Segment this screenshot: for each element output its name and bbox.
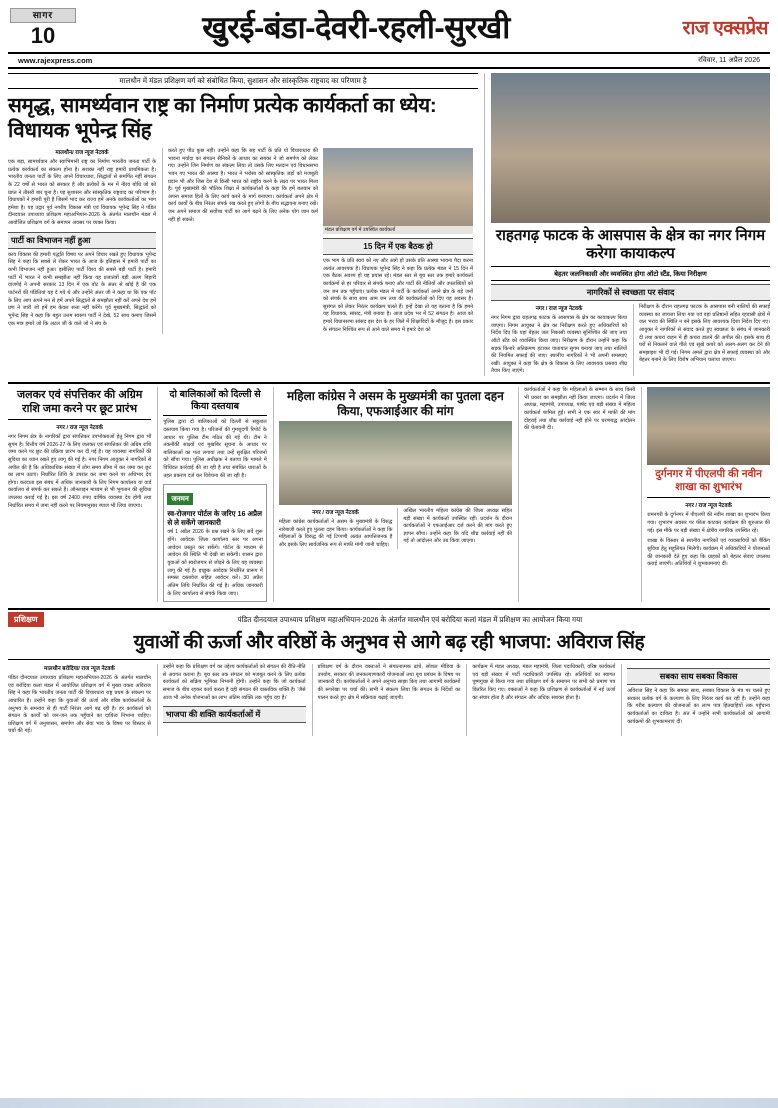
bottom-col2-text: उन्होंने कहा कि प्रशिक्षण वर्ग का उद्देश्य कार्यकर्ताओं को संगठन की रीति-नीति से अवगत कराना है। बूथ स्तर तक संगठन को मजबूत करने के लिए प्रत्येक कार्यकर्ता को सक्रिय भूमिका निभानी होगी। उन्होंने कहा कि जो कार्यकर्ता समाज के बीच रहकर कार्य करता है वही संगठन की वास्तविक शक्ति है। 'जैसे आज भी अनेक योजनाओं का लाभ अंतिम व्यक्ति तक पहुँच रहा है।' <box>162 663 306 701</box>
durgnagar-col2: शाखा के विस्तार से स्थानीय नागरिकों एवं व्यवसायियों को बैंकिंग सुविधा हेतु सहूलियत मिलेगी। कार्यक्रम में अधिकारियों ने योजनाओं की जानकारी देते हुए कहा कि ग्राहकों को बेहतर सेवाएं उपलब्ध कराई जाएंगी। अतिथियों ने शुभकामनाएं दीं। <box>647 538 771 568</box>
bottom-col5-text: अविराज सिंह ने कहा कि सबका साथ, सबका विकास के मंत्र पर चलते हुए सरकार प्रत्येक वर्ग के कल्याण के लिए निरंतर कार्य कर रही है। उन्होंने कहा कि गरीब कल्याण की योजनाओं का लाभ पात्र हितग्राहियों तक पहुँचाना कार्यकर्ताओं का दायित्व है। अंत में उन्होंने सभी कार्यकर्ताओं को आगामी कार्यक्रमों की शुभकामनाएं दीं। <box>627 687 770 725</box>
jalkar-byline: नगर / राज न्यूज नेटवर्क <box>56 424 103 431</box>
bottom-col3-text: प्रशिक्षण वर्ग के दौरान वक्ताओं ने संगठनात्मक ढांचे, सोशल मीडिया के उपयोग, सरकार की जनकल्याणकारी योजनाओं तथा बूथ प्रबंधन के विषय पर जानकारी दी। कार्यकर्ताओं ने अपने अनुभव साझा किए तथा आगामी कार्यक्रमों की रूपरेखा पर चर्चा की। सभी ने संकल्प लिया कि संगठन के निर्देशों का पालन करते हुए क्षेत्र में सक्रियता बढ़ाई जाएगी। <box>317 663 461 701</box>
rahatgarh-byline: नगर / राज न्यूज नेटवर्क <box>535 306 583 312</box>
jalkar-headline: जलकर एवं संपत्तिकर की अग्रिम राशि जमा करने पर छूट प्रारंभ <box>16 389 143 415</box>
balika-headline: दो बालिकाओं को दिल्ली से किया दस्तयाब <box>169 389 261 412</box>
banner-tag: प्रशिक्षण <box>8 612 44 627</box>
mahila-photo <box>279 421 512 505</box>
durgnagar-byline: नगर / राज न्यूज नेटवर्क <box>685 503 732 510</box>
publication-date: रविवार, 11 अप्रैल 2026 <box>698 57 760 64</box>
lead-column-2 <box>162 148 478 334</box>
bottom-col-5 <box>621 664 770 736</box>
masthead-brand-wrap <box>636 14 768 40</box>
lead-column-1 <box>8 148 156 334</box>
rahatgarh-story <box>484 73 770 376</box>
second-band-row <box>8 387 770 602</box>
lead-columns <box>8 148 478 334</box>
balika-text: पुलिस द्वारा दो बालिकाओं को दिल्ली से सकुशल दस्तयाब किया गया है। परिजनों की गुमशुदगी रिपोर्ट के आधार पर पुलिस टीम गठित की गई थी। टीम ने तकनीकी साक्ष्यों एवं मुखबिर सूचना के आधार पर बालिकाओं का पता लगाया तथा उन्हें सुरक्षित परिजनों को सौंपा गया। पुलिस अधीक्षक ने बताया कि मामले में विधिवत कार्रवाई की जा रही है तथा संबंधित धाराओं के तहत प्रकरण दर्ज कर विवेचना की जा रही है। <box>163 419 267 479</box>
bottom-col-1 <box>8 664 151 736</box>
second-band <box>8 382 770 602</box>
balika-story <box>157 387 266 602</box>
bottom-col-3 <box>312 664 461 736</box>
lead-story <box>8 73 478 376</box>
banner-kicker-row <box>8 610 770 629</box>
bottom-col1-text: पंडित दीनदयाल उपाध्याय प्रशिक्षण महाअभियान-2026 के अंतर्गत मालथौन एवं बरोदिया कलां मंडल में आयोजित प्रशिक्षण वर्ग में मुख्य वक्ता अविराज सिंह ने कहा कि भारतीय जनता पार्टी की विचारधारा राष्ट्र प्रथम के संकल्प पर आधारित है। उन्होंने कहा कि युवाओं की ऊर्जा और वरिष्ठ कार्यकर्ताओं के अनुभव के समन्वय से ही पार्टी निरंतर आगे बढ़ रही है। हर कार्यकर्ता को संगठन के कार्यों को जन-जन तक पहुँचाने का दायित्व निभाना चाहिए। प्रशिक्षण वर्ग में अनुशासन, समर्पण और सेवा भाव के विषय पर विस्तार से चर्चा की गई। <box>8 674 151 735</box>
lead-col1-text: एक बड़ा, सामर्थ्यवान और स्वाभिमानी राष्ट्र का निर्माण भारतीय जनता पार्टी के प्रत्येक कार्यकर्ता का संकल्प होना है। सशक्त नहीं राष्ट्र हमारी प्राथमिकता है। भारतीय जनता पार्टी के लिए अपने विचारधारा, सिद्धांतों से समर्पित नहीं संगठन के 22 वर्षों से भारत को सरकार है और प्रत्येकों के मन में नीरव बोधि जो को प्राप्त ने तीसरी बार चुना है। यह सुशासन और सांस्कृतिक राष्ट्रवाद का परिणाम है। विधायकों ने हमारी पूरी है जिसमें भाद कर राज्य हमें अनके कार्यकर्ताओं का भाग हमेशा है। यह उद्गार पूर्व नगरीय विकास मंत्री एवं विधायक भूपेन्द्र सिंह ने पंडित दीनदयाल उपाध्याय प्रशिक्षण महाअभियान-2026 के अंतर्गत मालथौन मंडल में आयोजित प्रशिक्षण वर्ग के समापन अवसर पर व्यक्त किया। <box>8 159 156 227</box>
masthead-title-wrap <box>76 6 636 48</box>
rahatgarh-kicker: बेहतर जलनिकासी और व्यवस्थित होगा ऑटो स्टैंड, किया निरीक्षण <box>491 266 770 281</box>
top-section <box>0 69 778 376</box>
masthead-subbar <box>8 54 770 69</box>
durgnagar-col1: रामनगरी के दुर्गनगर में पीएलपी की नवीन शाखा का शुभारंभ किया गया। शुभारंभ अवसर पर फीता काटकर कार्यक्रम की शुरुआत की गई। इस मौके पर बड़ी संख्या में क्षेत्रीय नागरिक उपस्थित रहे। <box>647 512 771 534</box>
lead-kicker: मालथौन में मंडल प्रशिक्षण वर्ग को संबोधित किया, सुशासन और सांस्कृतिक राष्ट्रवाद का परिणाम है <box>8 73 478 89</box>
mahila-col2: अखिल भारतीय महिला कांग्रेस की जिला अध्यक्ष सहित बड़ी संख्या में कार्यकर्ता उपस्थित रहीं। प्रदर्शन के दौरान कार्यकर्ताओं ने एफआईआर दर्ज करने की मांग करते हुए ज्ञापन सौंपा। उन्होंने कहा कि यदि शीघ्र कार्रवाई नहीं की गई तो आंदोलन और उग्र किया जाएगा। <box>403 507 512 545</box>
mahila-col1: महिला कांग्रेस कार्यकर्ताओं ने असम के मुख्यमंत्री के विरुद्ध नारेबाजी करते हुए पुतला दहन किया। कार्यकर्ताओं ने कहा कि महिलाओं के विरुद्ध की गई टिप्पणी अत्यंत आपत्तिजनक है और इसके लिए सार्वजनिक रूप से माफी मांगी जानी चाहिए। <box>278 518 393 548</box>
mahila-story <box>273 387 512 602</box>
bottom-col4-text: कार्यक्रम में मंडल अध्यक्ष, मंडल महामंत्री, जिला पदाधिकारी, वरिष्ठ कार्यकर्ता एवं बड़ी संख्या में पार्टी पदाधिकारी उपस्थित रहे। अतिथियों का स्वागत पुष्पगुच्छ से किया गया तथा प्रशिक्षण वर्ग के समापन पर सभी को प्रमाण पत्र वितरित किए गए। वक्ताओं ने कहा कि प्रशिक्षण से कार्यकर्ताओं में नई ऊर्जा का संचार होता है और संगठन और अधिक सशक्त होता है। <box>472 663 616 701</box>
mahila-col3-wrap <box>518 387 635 602</box>
jalkar-text: नगर निगम क्षेत्र के नागरिकों द्वारा संपत्तिकर उपभोक्ताओं हेतु निगम द्वारा भी सुगम है। वित्तीय वर्ष 2026-27 के लिए जलकर एवं संपत्तिकर की अग्रिम राशि जमा करने पर छूट की प्रक्रिया प्रारंभ कर दी गई है। यह व्यवस्था नागरिकों की सुविधा का ध्यान रखते हुए लागू की गई है। नगर निगम आयुक्त ने नागरिकों से अपील की है कि अधिकाधिक संख्या में लोग समय सीमा में कर जमा कर छूट का लाभ उठाएं। निर्धारित तिथि के उपरांत कर जमा करने पर अधिभार देय होगा। करदाता इस संबंध में अधिक जानकारी के लिए निगम कार्यालय या वार्ड कार्यालय से संपर्क कर सकते हैं। ऑनलाइन माध्यम से भी भुगतान की सुविधा उपलब्ध कराई गई है। इस वर्ष 2400 रुपए वार्षिक व्यवस्था देय होगी तथा निर्धारित समय में जमा नहीं करने पर नियमानुसार ब्याज भी लिया जाएगा। <box>8 433 152 509</box>
bottom-subhead-2: सबका साथ सबका विकास <box>627 668 770 685</box>
brand-logo: राज एक्सप्रेस <box>682 18 768 39</box>
bottom-col-2 <box>157 664 306 736</box>
bottom-subhead-1: भाजपा की शक्ति कार्यकर्ताओं में <box>163 706 306 723</box>
masthead <box>0 0 778 50</box>
banner-kicker: पंडित दीनदयाल उपाध्याय प्रशिक्षण महाअभियान-2026 के अंतर्गत मालथौन एवं बरोदिया कलां मंडल में प्रशिक्षण का आयोजन किया गया <box>237 614 583 624</box>
mahila-headline: महिला कांग्रेस ने असम के मुख्यमंत्री का पुतला दहन किया, एफआईआर की मांग <box>286 389 504 418</box>
bottom-banner <box>8 608 770 660</box>
janman-badge: जनमन <box>167 493 193 505</box>
page-number: 10 <box>30 22 56 48</box>
banner-headline: युवाओं की ऊर्जा और वरिष्ठों के अनुभव से आगे बढ़ रही भाजपा: अविराज सिंह <box>133 632 645 654</box>
balika-divider <box>163 415 266 416</box>
lead-headline: समृद्ध, सामर्थ्यवान राष्ट्र का निर्माण प्रत्येक कार्यकर्ता का ध्येय: विधायक भूपेन्द्र सिंह <box>8 94 437 142</box>
rahatgarh-col2: निरीक्षण के दौरान राहतगढ़ फाटक के आसपास बनी नालियों की सफाई व्यवस्था का जायजा लिया गया एवं वहां प्रतिष्ठानों सहित रहवासी क्षेत्रों में जल भराव की स्थिति न बने इसके लिए आवश्यक दिशा निर्देश दिए गए। आयुक्त ने नागरिकों से संवाद करते हुए स्वच्छता के संबंध में जानकारी दी तथा कचरा वाहन में ही कचरा डालने की अपील की। इसके साथ ही घरों से निकलने वाले गीले एवं सूखे कचरे को अलग-अलग कर देने की समझाइश भी दी गई। निगम अमले द्वारा क्षेत्र में सफाई व्यवस्था को और बेहतर बनाने के लिए विशेष अभियान चलाया जाएगा। <box>639 304 770 364</box>
janman-text: वर्ष 1 अप्रैल 2026 के प्रश्न रखने के लिए सर्वे शुरू होंगे। आवेदक जिला कार्यालय स्तर पर अपना आवेदन प्रस्तुत कर सकेंगे। पोर्टल के माध्यम से आवेदन की स्थिति भी देखी जा सकेगी। शासन द्वारा युवाओं को स्वरोजगार से जोड़ने के लिए यह व्यवस्था लागू की गई है। इच्छुक आवेदक निर्धारित प्रारूप में समस्त दस्तावेज सहित आवेदन करें। 30 अप्रैल अंतिम तिथि निर्धारित की गई है। अधिक जानकारी के लिए कार्यालय से संपर्क किया जाए। <box>167 529 263 597</box>
mahila-col3: कार्यकर्ताओं ने कहा कि महिलाओं के सम्मान के साथ किसी भी प्रकार का समझौता नहीं किया जाएगा। प्रदर्शन में जिला अध्यक्ष, महामंत्री, उपाध्यक्ष, पार्षद एवं बड़ी संख्या में महिला कार्यकर्ता शामिल हुईं। सभी ने एक स्वर में माफी की मांग दोहराई तथा शीघ्र कार्रवाई नहीं होने पर चरणबद्ध आंदोलन की चेतावनी दी। <box>523 387 636 432</box>
lead-photo <box>323 148 473 234</box>
bottom-columns-row <box>8 664 770 736</box>
website-url[interactable]: www.rajexpress.com <box>18 56 93 65</box>
lead-col2b-text: एक भाग के प्रति स्वयं को नए और आगे हो उसके प्रति आस्था भावना पैदा करना अत्यंत आवश्यक है। विधायक भूपेन्द्र सिंह ने कहा कि प्रत्येक मंडल ने 15 दिन में एक बैठक अवश्य हो यह प्रयास रहे। मंडल स्तर से बूथ स्तर तक हमारे कार्यकर्ता कार्यक्रमों से हर परिवार से संपर्क बनाएं और पार्टी की नीतियों और उपलब्धियों को जन जन तक पहुँचाएं। प्रत्येक मंडल में पार्टी के कार्यकर्ता अपने क्षेत्र के बड़े जनों को संपर्क के साथ साथ आम जन तथा की कार्यकर्ताओं को दिए यह अवसर है। सुसंगत को लेकर निरंतर कार्यक्रम चलते हैं। इन्हें देखा तो यह बताना है कि हमने यह विधायक, सांसद, मंत्री बनाया है। आज प्रदेश भर में 52 संगठन है। आज को हमारे विधानसभा सांसद इस देश के हर जिले में शिक्षाविदों के मौजूद है। इस प्रकार के संगठन निश्चित रूप से आने वाले समय में हमारे देश को <box>323 258 473 333</box>
lead-col1b-text: काय विकास की हमारी पद्धति विषय पर अपने विचार रखते हुए विधायक भूपेन्द्र सिंह ने कहा कि सबसे ले रोकर भारत के आज के इतिहास में हमारी पार्टी का कभी विभाजन नहीं हुआ। इसीलिए पार्टी विश्व की सबसे बड़ी पार्टी है। हमारी पार्टी में भारत ने कभी समझौता नहीं किया यह प्रजातंत्रों बड़ी अलग बिहारी वाजपेई ने अपनी सरकार 13 दिन में एक वोट के अंतर से खोई है की एक पार्टनरों की पंडितियां यह दे गये थे और उन्होंने अंतर जी ने कहा था कि एक पॉट के लिए आप अपने मन से हमें अपने सिद्धांतों से समझौता नहीं करें अपने देश हमें प्रण ने जारी जो हमें हम केवल सत्ता नहीं करेंगे। पूर्व मुख्यमंत्री, सिद्धांतों को भूपेन्द्र सिंह ने कहा कि बहुत उत्तम स्वरूप पार्टी ने देखे, 52 साथ कमाए जिसमें एक मात्र हमारे जो कि अटल जी के वाले जो ने संघ के <box>8 251 156 327</box>
durgnagar-story <box>641 387 770 602</box>
lead-col2-text: करते हुए पीठ कुछ नहीं। उन्होंने कहा कि सह पार्टी के प्रति यो विचाराधारा की भावना मर्यादा का संगठन सैनिकों के आधार का सबका ने जो समर्पण को लेकर गए। उन्होंने जिन निर्माण का संकल्प लिया तो उसके लिए मतदान एवं विधानसभा भवन गए भारत की आस्था है। भारत ने भरोसा को सांस्कृतिक जड़ों को मजबूती प्रदान भी और जिस देश से किसी भारत को राष्ट्रीय करने के लक्ष्य पर भारत मिला है। पूर्व मुख्यमंत्री की भौतिक शिक्षा में कार्यकर्ताओं के कहा कि हमें बलवान को अपना समाज हितों के लिए कार्य करने के मार्ग बनाएगा। कार्यकर्ता अपने क्षेत्र में कार्य कार्यों के बीच निरंतर संपर्क रख करते हुए लोगों के बीच सद्भावना बनाए रखें। जन अपने समाज की सर्वोच्च पार्टी का आगे बढ़ने के लिए अनेक योग जान कर्म नहीं हो सकते। <box>168 148 318 223</box>
lead-subhead-2: 15 दिन में एक बैठक हो <box>323 238 473 255</box>
page-badge <box>10 8 76 47</box>
jalkar-divider <box>8 419 151 420</box>
bottom-columns <box>0 660 778 736</box>
rahatgarh-subhead: नागरिकों से स्वच्छता पर संवाद <box>491 284 770 301</box>
masthead-title: खुरई-बंडा-देवरी-रहली-सुरखी <box>202 10 510 45</box>
bottom-byline: मालथौन बरोदिया/ राज न्यूज नेटवर्क <box>44 665 115 672</box>
mahila-byline: नगर / राज न्यूज नेटवर्क <box>312 509 359 516</box>
rahatgarh-headline: राहतगढ़ फाटक के आसपास के क्षेत्र का नगर निगम करेगा कायाकल्प <box>495 227 766 262</box>
bottom-col-4 <box>466 664 615 736</box>
edition-badge: सागर <box>10 8 76 23</box>
durgnagar-divider <box>647 497 770 498</box>
janman-box <box>163 484 266 602</box>
durgnagar-headline: दुर्गनगर में पीएलपी की नवीन शाखा का शुभारंभ <box>655 468 762 494</box>
rahatgarh-photo <box>491 73 770 223</box>
durgnagar-photo <box>647 387 770 465</box>
footer-strip <box>0 1098 778 1108</box>
rahatgarh-col1: नगर निगम द्वारा राहतगढ़ फाटक के आसपास के क्षेत्र का कायाकल्प किया जाएगा। निगम आयुक्त ने क्षेत्र का निरीक्षण करते हुए अधिकारियों को निर्देश दिए कि यहां बेहतर जल निकासी व्यवस्था सुनिश्चित की जाए तथा ऑटो स्टैंड को व्यवस्थित किया जाए। निरीक्षण के दौरान उन्होंने कहा कि सड़क किनारे अतिक्रमण हटाकर यातायात सुगम बनाया जाए तथा नालियों की नियमित सफाई की जाए। स्थानीय नागरिकों ने भी अपनी समस्याएं रखीं। आयुक्त ने कहा कि क्षेत्र के विकास के लिए आवश्यक प्रस्ताव शीघ्र तैयार किए जाएंगे। <box>491 315 627 375</box>
lead-subhead-1: पार्टी का विभाजन नहीं हुआ <box>8 232 156 249</box>
jalkar-story <box>8 387 151 602</box>
lead-photo-caption: मंडल प्रशिक्षण वर्ग में उपस्थित कार्यकर्ता <box>323 226 473 234</box>
janman-headline: स्व-रोजगार पोर्टल के जरिए 16 अप्रैल से ले सकेंगे जानकारी <box>167 509 262 528</box>
lead-byline: मालथौन/ राज न्यूज नेटवर्क <box>55 150 109 156</box>
